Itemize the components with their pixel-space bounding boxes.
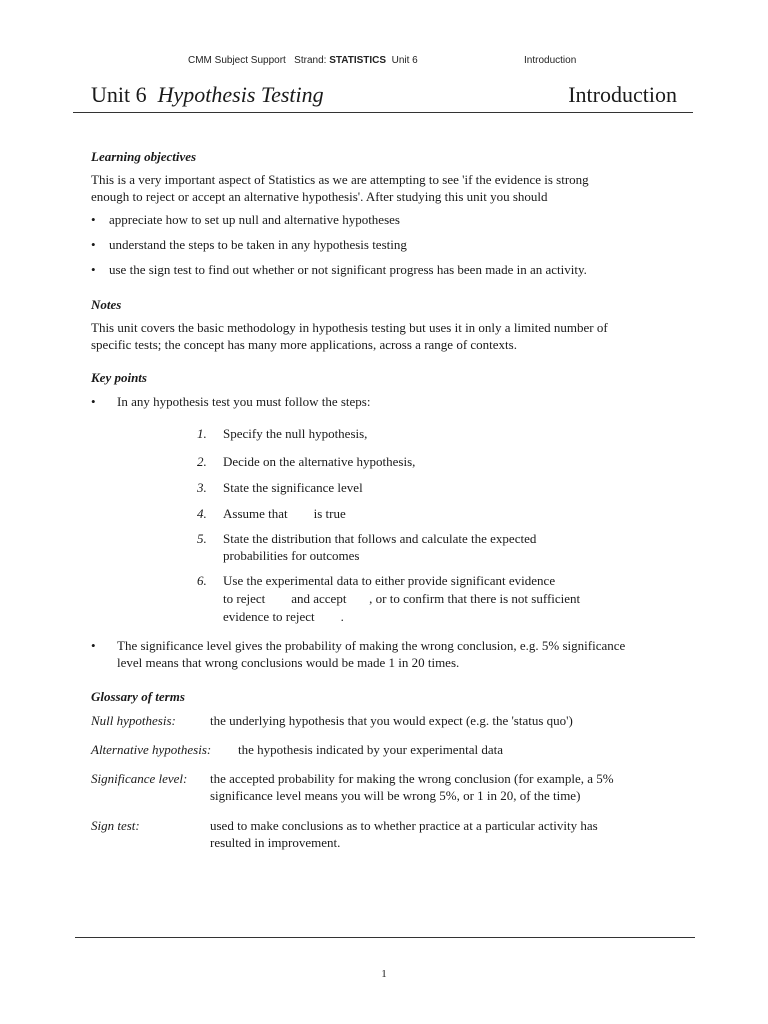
key-point-2-line-1: The significance level gives the probability of making the wrong conclusion, e.g. 5% significance — [117, 638, 626, 653]
objective-item: use the sign test to find out whether or not significant progress has been made in an activity. — [109, 262, 587, 277]
glossary-definition: used to make conclusions as to whether practice at a particular activity has — [210, 818, 598, 833]
objectives-intro-line-1: This is a very important aspect of Statistics as we are attempting to see 'if the evidence is strong — [91, 172, 589, 187]
header-strand: STATISTICS — [329, 55, 387, 66]
glossary-heading: Glossary of terms — [91, 689, 185, 704]
bullet-icon: • — [91, 262, 96, 277]
title-rule — [73, 112, 693, 113]
notes-line-2: specific tests; the concept has many more applications, across a range of contexts. — [91, 337, 517, 352]
learning-objectives-heading: Learning objectives — [91, 149, 197, 164]
key-point-2-line-2: level means that wrong conclusions would be made 1 in 20 times. — [117, 655, 460, 670]
bullet-icon: • — [91, 212, 96, 227]
glossary-term: Alternative hypothesis: — [91, 742, 212, 757]
step-number: 6. — [197, 573, 207, 588]
step-text: Decide on the alternative hypothesis, — [223, 454, 416, 469]
step-number: 2. — [197, 454, 207, 469]
header-unit: Unit 6 — [391, 55, 418, 66]
step-text: to reject and accept , or to confirm that there is not sufficient — [223, 591, 581, 606]
objective-item: understand the steps to be taken in any hypothesis testing — [109, 237, 407, 252]
glossary-definition: the hypothesis indicated by your experimental data — [238, 742, 503, 757]
step-text: State the distribution that follows and calculate the expected — [223, 531, 537, 546]
page-title — [91, 82, 324, 108]
header-section: Introduction — [524, 55, 577, 66]
title-topic: Hypothesis Testing — [157, 82, 324, 107]
glossary-definition: resulted in improvement. — [210, 835, 341, 850]
objective-item: appreciate how to set up null and alternative hypotheses — [109, 212, 400, 227]
notes-heading: Notes — [91, 297, 122, 312]
step-text: evidence to reject . — [223, 609, 344, 624]
title-unit: Unit 6 — [91, 82, 147, 107]
bullet-icon: • — [91, 237, 96, 252]
bullet-icon: • — [91, 394, 96, 409]
step-number: 4. — [197, 506, 207, 521]
objectives-intro-line-2: enough to reject or accept an alternative hypothesis'. After studying this unit you should — [91, 189, 548, 204]
running-header — [188, 55, 418, 66]
step-text: Assume that is true — [223, 506, 346, 521]
step-number: 5. — [197, 531, 207, 546]
glossary-definition: the accepted probability for making the wrong conclusion (for example, a 5% — [210, 771, 614, 786]
step-text: probabilities for outcomes — [223, 548, 360, 563]
step-number: 3. — [197, 480, 207, 495]
step-text: State the significance level — [223, 480, 363, 495]
step-text: Use the experimental data to either provide significant evidence — [223, 573, 556, 588]
bullet-icon: • — [91, 638, 96, 653]
step-text: Specify the null hypothesis, — [223, 426, 368, 441]
page-number: 1 — [381, 968, 387, 980]
glossary-term: Significance level: — [91, 771, 188, 786]
glossary-term: Sign test: — [91, 818, 140, 833]
header-strand-label: Strand: — [294, 55, 327, 66]
notes-line-1: This unit covers the basic methodology in hypothesis testing but uses it in only a limited number of — [91, 320, 608, 335]
footer-rule — [75, 937, 695, 938]
title-section: Introduction — [568, 82, 677, 107]
step-number: 1. — [197, 426, 207, 441]
glossary-definition: the underlying hypothesis that you would expect (e.g. the 'status quo') — [210, 713, 573, 728]
glossary-definition: significance level means you will be wrong 5%, or 1 in 20, of the time) — [210, 788, 581, 803]
glossary-term: Null hypothesis: — [91, 713, 176, 728]
key-point-1: In any hypothesis test you must follow the steps: — [117, 394, 371, 409]
key-points-heading: Key points — [91, 370, 147, 385]
header-subject: CMM Subject Support — [188, 55, 286, 66]
